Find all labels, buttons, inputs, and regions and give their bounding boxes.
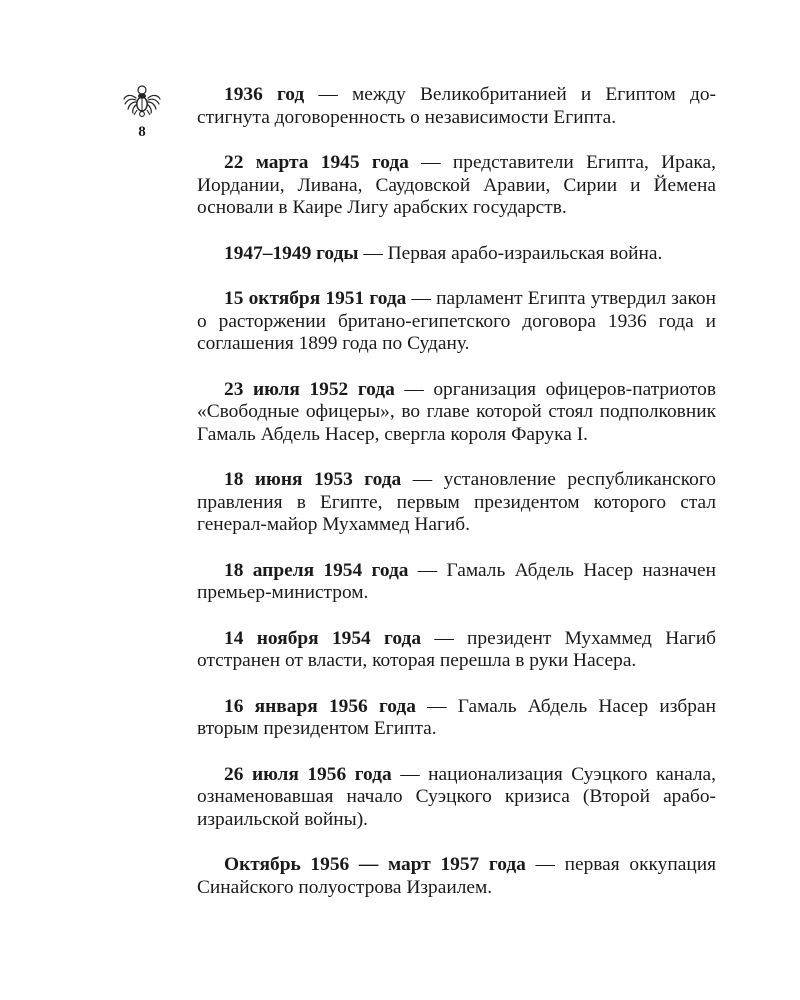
page-number: 8 (138, 124, 146, 140)
entry-date: Октябрь 1956 — март 1957 года (224, 854, 526, 875)
entry-text: — национализация Суэцкого канала, ознаменовавшая начало Суэцкого кризиса (Второй арабо-израильской войны). (197, 763, 716, 830)
list-item (197, 628, 716, 673)
entry-text: — Гамаль Абдель Насер избран вторым президентом Египта. (197, 695, 716, 739)
entry-text: — первая оккупация Синайского полуострова Израилем. (197, 854, 716, 898)
entry-text: — президент Мухаммед Нагиб отстранен от власти, которая перешла в руки Насера. (197, 627, 716, 671)
entry-date: 22 марта 1945 года (224, 152, 409, 173)
list-item (197, 288, 716, 356)
entry-text: — между Великобританией и Египтом достигнута договоренность о независимости Египта. (197, 84, 716, 128)
list-item (197, 84, 716, 129)
entry-date: 18 июня 1953 года (224, 469, 402, 490)
list-item (197, 152, 716, 220)
entry-text: — парламент Египта утвердил закон о расторжении британо-египетского договора 1936 года и соглашения 1899 года по Судану. (197, 288, 716, 354)
entry-date: 15 октября 1951 года (224, 288, 407, 309)
scarab-icon (122, 84, 162, 118)
list-item (197, 854, 716, 899)
entry-date: 1947–1949 годы (224, 242, 359, 264)
entry-date: 1936 год (224, 84, 305, 105)
entry-date: 14 ноября 1954 года (224, 627, 422, 649)
entry-date: 18 апреля 1954 года (224, 559, 409, 581)
entry-date: 23 июля 1952 года (224, 378, 395, 400)
entry-text: — Первая арабо-израильская война. (358, 242, 663, 264)
page-margin (120, 84, 164, 141)
list-item (197, 379, 716, 447)
list-item (197, 696, 716, 741)
entry-text: — Гамаль Абдель Насер назначен премьер-министром. (197, 559, 716, 603)
chronology-list (197, 84, 716, 922)
entry-text: — организация офицеров-патриотов «Свободные офицеры», во главе которой стоял подполковник Гамаль Абдель Насер, свергла короля Фарука I. (197, 378, 716, 445)
list-item (197, 243, 716, 266)
list-item (197, 764, 716, 832)
entry-date: 26 июля 1956 года (224, 763, 392, 785)
entry-text: — установление республиканского правления в Египте, первым президентом которого стал генерал-майор Мухаммед Нагиб. (197, 469, 716, 535)
list-item (197, 560, 716, 605)
entry-text: — представители Египта, Ирака, Иордании, Ливана, Саудовской Аравии, Сирии и Йемена основали в Каире Лигу арабских государств. (197, 152, 717, 218)
list-item (197, 469, 716, 537)
entry-date: 16 января 1956 года (224, 695, 416, 717)
